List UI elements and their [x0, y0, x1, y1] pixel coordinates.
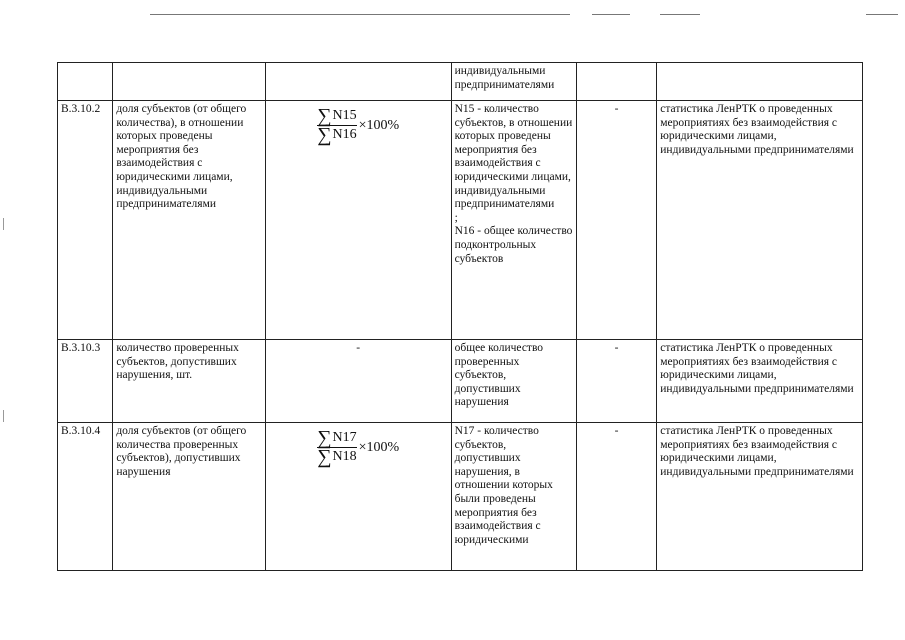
formula-cell [265, 101, 451, 340]
source-cell [657, 423, 863, 571]
source-text: статистика ЛенРТК о проведенных мероприятиях без взаимодействия с юридическими лицами, индивидуальными предпринимателями [660, 342, 854, 395]
denominator-var: N16 [332, 127, 357, 142]
formula-text: - [356, 342, 361, 354]
source-cell [657, 101, 863, 340]
table-row-continuation [58, 63, 863, 101]
table-row [58, 423, 863, 571]
desc-text: N16 - общее количество подконтрольных субъектов [454, 225, 573, 265]
indicator-code: В.3.10.3 [61, 342, 101, 354]
source-text: статистика ЛенРТК о проведенных мероприятиях без взаимодействия с юридическими лицами, индивидуальными предпринимателями [660, 425, 854, 478]
value-cell [576, 63, 656, 101]
desc-cell [451, 340, 576, 423]
code-cell [58, 340, 113, 423]
multiplier: ×100% [358, 117, 400, 133]
value-cell [576, 340, 656, 423]
indicator-code: В.3.10.4 [61, 425, 101, 437]
scan-artifact-line [150, 14, 570, 15]
formula-cell [265, 340, 451, 423]
desc-text: общее количество проверенных субъектов, допустивших нарушения [454, 342, 544, 409]
code-cell [58, 423, 113, 571]
value-text: - [614, 425, 619, 437]
source-text: статистика ЛенРТК о проведенных мероприятиях без взаимодействия с юридическими лицами, индивидуальными предпринимателями [660, 103, 854, 156]
formula-cell [265, 423, 451, 571]
denominator [317, 448, 356, 466]
desc-separator: ; [454, 211, 458, 224]
code-cell [58, 101, 113, 340]
fraction [317, 107, 356, 144]
scan-artifact-line [592, 14, 630, 15]
formula [269, 429, 448, 466]
name-cell [113, 101, 265, 340]
sum-symbol: ∑ [317, 105, 332, 127]
denominator-var: N18 [332, 449, 357, 464]
value-cell [576, 423, 656, 571]
indicator-name: доля субъектов (от общего количества), в отношении которых проведены мероприятия без взаимодействия с юридическими лицами, индивидуальными предпринимателями [116, 103, 247, 211]
table-row [58, 340, 863, 423]
formula-cell [265, 63, 451, 101]
source-cell [657, 340, 863, 423]
desc-text: N17 - количество субъектов, допустивших нарушения, в отношении которых были проведены мероприятия без взаимодействия с юридическими [454, 425, 553, 546]
sum-symbol: ∑ [317, 427, 332, 449]
fraction [317, 429, 356, 466]
desc-cell [451, 423, 576, 571]
numerator [317, 429, 356, 447]
numerator-var: N17 [332, 430, 357, 445]
name-cell [113, 340, 265, 423]
table-row [58, 101, 863, 340]
desc-cell [451, 63, 576, 101]
numerator-var: N15 [332, 108, 357, 123]
value-text: - [614, 342, 619, 354]
desc-text: индивидуальными предпринимателями [454, 65, 555, 91]
numerator [317, 107, 356, 125]
indicator-name: доля субъектов (от общего количества проверенных субъектов), допустивших нарушения [116, 425, 247, 478]
desc-cell [451, 101, 576, 340]
formula [269, 107, 448, 144]
value-text: - [614, 103, 619, 115]
sum-symbol: ∑ [317, 446, 332, 468]
value-cell [576, 101, 656, 340]
indicator-code: В.3.10.2 [61, 103, 101, 115]
code-cell [58, 63, 113, 101]
name-cell [113, 63, 265, 101]
name-cell [113, 423, 265, 571]
multiplier: ×100% [358, 439, 400, 455]
indicator-table [57, 62, 863, 571]
scan-artifact-line [660, 14, 700, 15]
source-cell [657, 63, 863, 101]
scan-artifact-mark [3, 218, 4, 230]
sum-symbol: ∑ [317, 124, 332, 146]
denominator [317, 126, 356, 144]
indicator-name: количество проверенных субъектов, допустивших нарушения, шт. [116, 342, 239, 382]
scan-artifact-line [866, 14, 898, 15]
desc-text: N15 - количество субъектов, в отношении которых проведены мероприятия без взаимодействия с юридическими лицами, индивидуальными предпринимателями [454, 103, 573, 211]
scan-artifact-mark [3, 410, 4, 422]
